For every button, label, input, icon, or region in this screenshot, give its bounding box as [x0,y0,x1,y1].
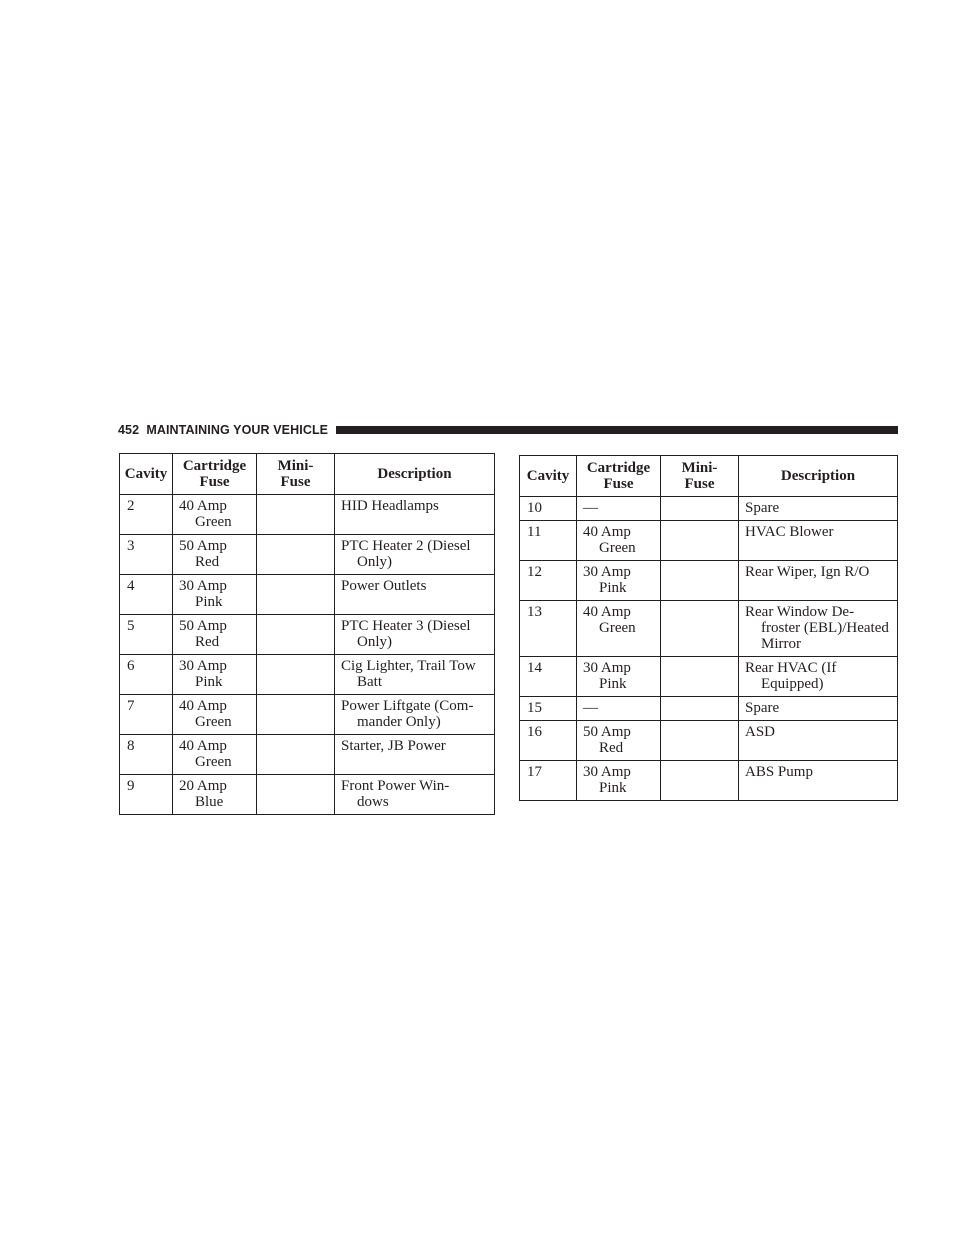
cell-cartridge: 40 Amp Green [577,521,661,561]
table-row [520,497,898,521]
cell-cavity: 17 [520,761,577,801]
cell-cavity: 3 [120,535,173,575]
table-row [520,657,898,697]
header-cartridge-fuse [577,456,661,497]
page-header [118,421,898,439]
page-number: 452 [118,423,140,437]
cell-mini-fuse [661,657,739,697]
cell-description: Spare [739,697,898,721]
table-header-row [520,456,898,497]
cell-description: PTC Heater 2 (Diesel Only) [335,535,495,575]
cell-cartridge: 50 Amp Red [173,535,257,575]
cell-description: HID Headlamps [335,495,495,535]
cell-cartridge: 30 Amp Pink [173,655,257,695]
cell-cavity: 5 [120,615,173,655]
cell-cavity: 10 [520,497,577,521]
cell-description: ASD [739,721,898,761]
cell-description: Rear HVAC (If Equipped) [739,657,898,697]
header-cavity-label: Cavity [526,468,570,484]
cell-cavity: 12 [520,561,577,601]
cell-cavity: 7 [120,695,173,735]
cell-mini-fuse [257,615,335,655]
cell-mini-fuse [661,561,739,601]
cell-mini-fuse [257,495,335,535]
table-row [120,695,495,735]
cell-mini-fuse [257,735,335,775]
cell-cavity: 16 [520,721,577,761]
header-rule [336,426,898,434]
page-title [118,423,328,437]
cell-description: Rear Wiper, Ign R/O [739,561,898,601]
fuse-table-left [119,453,495,815]
header-cavity [520,456,577,497]
cell-description: Power Liftgate (Com- mander Only) [335,695,495,735]
cell-description: Rear Window De- froster (EBL)/Heated Mirror [739,601,898,657]
cell-cartridge: 40 Amp Green [173,695,257,735]
cell-mini-fuse [661,697,739,721]
cell-cavity: 15 [520,697,577,721]
header-cavity-label: Cavity [124,466,168,482]
table-header-row [120,454,495,495]
cell-cartridge: 20 Amp Blue [173,775,257,815]
table-row [520,561,898,601]
cell-cavity: 13 [520,601,577,657]
table-row [520,601,898,657]
table-row [520,697,898,721]
cell-cavity: 9 [120,775,173,815]
cell-cartridge: 30 Amp Pink [577,657,661,697]
header-mini-label: Mini- Fuse [277,458,314,490]
cell-cartridge: 30 Amp Pink [173,575,257,615]
cell-mini-fuse [661,497,739,521]
fuse-table-right [519,455,898,801]
header-cartridge-fuse [173,454,257,495]
cell-mini-fuse [257,575,335,615]
cell-mini-fuse [661,761,739,801]
table-row [520,761,898,801]
cell-mini-fuse [257,535,335,575]
cell-cartridge: 40 Amp Green [173,735,257,775]
table-row [120,775,495,815]
table-row [120,615,495,655]
table-row [520,721,898,761]
cell-cartridge: — [577,697,661,721]
table-row [120,535,495,575]
header-mini-fuse [257,454,335,495]
cell-cavity: 14 [520,657,577,697]
cell-mini-fuse [661,721,739,761]
cell-cartridge: 30 Amp Pink [577,761,661,801]
cell-mini-fuse [257,655,335,695]
cell-description: HVAC Blower [739,521,898,561]
table-row [120,655,495,695]
header-cartridge-label: Cartridge Fuse [182,458,247,490]
header-cartridge-label: Cartridge Fuse [586,460,651,492]
cell-description: PTC Heater 3 (Diesel Only) [335,615,495,655]
section-title: MAINTAINING YOUR VEHICLE [146,423,329,437]
cell-cavity: 2 [120,495,173,535]
cell-description: Cig Lighter, Trail Tow Batt [335,655,495,695]
cell-cavity: 11 [520,521,577,561]
header-mini-label: Mini- Fuse [681,460,718,492]
table-row [120,735,495,775]
cell-description: ABS Pump [739,761,898,801]
cell-cartridge: 50 Amp Red [577,721,661,761]
cell-cavity: 4 [120,575,173,615]
table-row [520,521,898,561]
header-description [739,456,898,497]
cell-description: Spare [739,497,898,521]
cell-cartridge: — [577,497,661,521]
cell-cartridge: 50 Amp Red [173,615,257,655]
cell-mini-fuse [661,521,739,561]
cell-cavity: 6 [120,655,173,695]
cell-cartridge: 40 Amp Green [173,495,257,535]
cell-cartridge: 30 Amp Pink [577,561,661,601]
header-cavity [120,454,173,495]
cell-mini-fuse [661,601,739,657]
header-description-label: Description [377,466,452,482]
cell-cavity: 8 [120,735,173,775]
cell-mini-fuse [257,775,335,815]
header-description-label: Description [780,468,856,484]
cell-description: Starter, JB Power [335,735,495,775]
header-mini-fuse [661,456,739,497]
cell-description: Power Outlets [335,575,495,615]
cell-description: Front Power Win- dows [335,775,495,815]
cell-cartridge: 40 Amp Green [577,601,661,657]
table-row [120,495,495,535]
cell-mini-fuse [257,695,335,735]
header-description [335,454,495,495]
table-row [120,575,495,615]
